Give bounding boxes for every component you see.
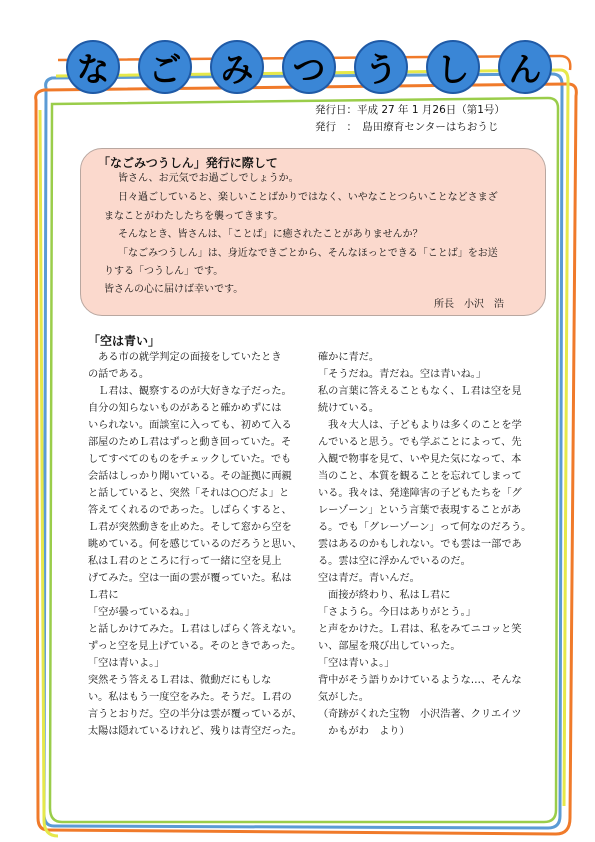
article-column-left xyxy=(88,349,302,740)
article-line: い、部屋を飛び出していった。 xyxy=(318,641,461,652)
article-line: 「空が曇っているね。」 xyxy=(88,607,195,618)
article-line: る。でも「グレーゾーン」って何なのだろう。 xyxy=(318,522,532,533)
article-line: してすべてのものをチェックしていた。でも xyxy=(88,454,292,465)
article-line: と話しかけてみた。Ｌ君はしばらく答えない。 xyxy=(88,624,302,635)
article-line: る。雲は空に浮かんでいるのだ。 xyxy=(318,556,471,567)
title-char-circle xyxy=(498,40,552,94)
article-title: 「空は青い」 xyxy=(88,334,161,348)
title-char: ご xyxy=(148,49,182,89)
article-line: 言うとおりだ。空の半分は雲が覆っているが、 xyxy=(88,709,302,720)
article-line: 続けている。 xyxy=(318,403,380,414)
article-line: 確かに青だ。 xyxy=(318,352,380,363)
article-line: いられない。面談室に入っても、初めて入る xyxy=(88,420,292,431)
article-line: 突然そう答えるＬ君は、微動だにもしな xyxy=(88,675,272,686)
article-line: 太陽は隠れているけれど、残りは青空だった。 xyxy=(88,726,302,737)
notice-line: 皆さんの心に届けば幸いです。 xyxy=(104,284,244,295)
title-char-circle xyxy=(354,40,408,94)
article-line: レーゾーン」という言葉で表現することがあ xyxy=(318,505,522,516)
notice-line: 皆さん、お元気でお過ごしでしょうか。 xyxy=(118,173,299,184)
title-char: う xyxy=(364,49,398,89)
article-line: Ｌ君は、観察するのが大好きな子だった。 xyxy=(88,386,292,397)
article-line: 背中がそう語りかけているような…、そんな xyxy=(318,675,522,686)
article-line: Ｌ君が突然動きを止めた。そして窓から空を xyxy=(88,522,292,533)
article-line: 気がした。 xyxy=(318,692,369,703)
issue-date-line: 発行日：平成 27 年 1 月26日（第1号） xyxy=(315,104,505,116)
article-line: 私の言葉に答えることもなく、Ｌ君は空を見 xyxy=(318,386,522,397)
article-line: （奇跡がくれた宝物 小沢浩著、クリエイツ xyxy=(318,709,522,720)
article-line: 部屋のためＬ君はずっと動き回っていた。そ xyxy=(88,437,292,448)
title-char: な xyxy=(76,49,110,89)
notice-title: 「なごみつうしん」発行に際して xyxy=(98,156,278,170)
title-char: つ xyxy=(292,49,326,89)
title-char-circle xyxy=(138,40,192,94)
article-line: 空は青だ。青いんだ。 xyxy=(318,573,420,584)
article-line: い。私はもう一度空をみた。そうだ。Ｌ君の xyxy=(88,692,292,703)
notice-line: まなことがわたしたちを襲ってきます。 xyxy=(104,211,284,222)
article-line: 眺めている。何を感じているのだろうと思い、 xyxy=(88,539,302,550)
notice-line: そんなとき、皆さんは、「ことば」に癒されたことがありませんか？ xyxy=(118,229,423,240)
article-line: 「さようら。今日はありがとう。」 xyxy=(318,607,476,618)
article-line: 「空は青いよ。」 xyxy=(88,658,165,669)
article-line: 入観で物事を見て、いや見た気になって、本 xyxy=(318,454,522,465)
article-line: 我々大人は、子どもよりは多くのことを学 xyxy=(318,420,522,431)
article-line: んでいると思う。でも学ぶことによって、先 xyxy=(318,437,522,448)
article-line: 会話はしっかり聞いている。その証拠に両親 xyxy=(88,471,292,482)
title-char-circle xyxy=(210,40,264,94)
masthead-title xyxy=(66,40,556,100)
publisher-line: 発行 ： 島田療育センターはちおうじ xyxy=(315,121,499,133)
article-line: と声をかけた。Ｌ君は、私をみてニコッと笑 xyxy=(318,624,522,635)
article-line: 面接が終わり、私はＬ君に xyxy=(318,590,451,601)
article-line: 「そうだね。青だね。空は青いね。」 xyxy=(318,369,487,380)
article-line: Ｌ君に xyxy=(88,590,119,601)
title-char: ん xyxy=(508,49,542,89)
article-line: いる。我々は、発達障害の子どもたちを「グ xyxy=(318,488,522,499)
article-line: ある市の就学判定の面接をしていたとき xyxy=(88,352,282,363)
article-line: 自分の知らないものがあると確かめずには xyxy=(88,403,282,414)
notice-signature: 所長 小沢 浩 xyxy=(434,299,504,310)
notice-line: りする「つうしん」です。 xyxy=(104,266,224,277)
article-line: 「空は青いよ。」 xyxy=(318,658,395,669)
article-line: 雲はあるのかもしれない。でも雲は一部であ xyxy=(318,539,522,550)
article-line: 答えてくれるのであった。しばらくすると、 xyxy=(88,505,292,516)
title-char: し xyxy=(436,49,470,89)
article-line: ずっと空を見上げている。そのときであった。 xyxy=(88,641,302,652)
notice-line: 日々過ごしていると、楽しいことばかりではなく、いやなことつらいことなどさまざ xyxy=(118,192,498,203)
article-line: の話である。 xyxy=(88,369,150,380)
article-line: げてみた。空は一面の雲が覆っていた。私は xyxy=(88,573,292,584)
title-char-circle xyxy=(426,40,480,94)
article-column-right xyxy=(318,349,531,740)
article-line: 私はＬ君のところに行って一緒に空を見上 xyxy=(88,556,282,567)
article-line: と話していると、突然「それは○○だよ」と xyxy=(88,488,290,499)
notice-line: 「なごみつうしん」は、身近なできごとから、そんなほっとできる「ことば」をお送 xyxy=(118,248,498,259)
article-line: かもがわ より） xyxy=(318,726,410,737)
title-char-circle xyxy=(282,40,336,94)
article-line: 当のこと、本質を観ることを忘れてしまって xyxy=(318,471,522,482)
title-char: み xyxy=(220,49,254,89)
title-char-circle xyxy=(66,40,120,94)
